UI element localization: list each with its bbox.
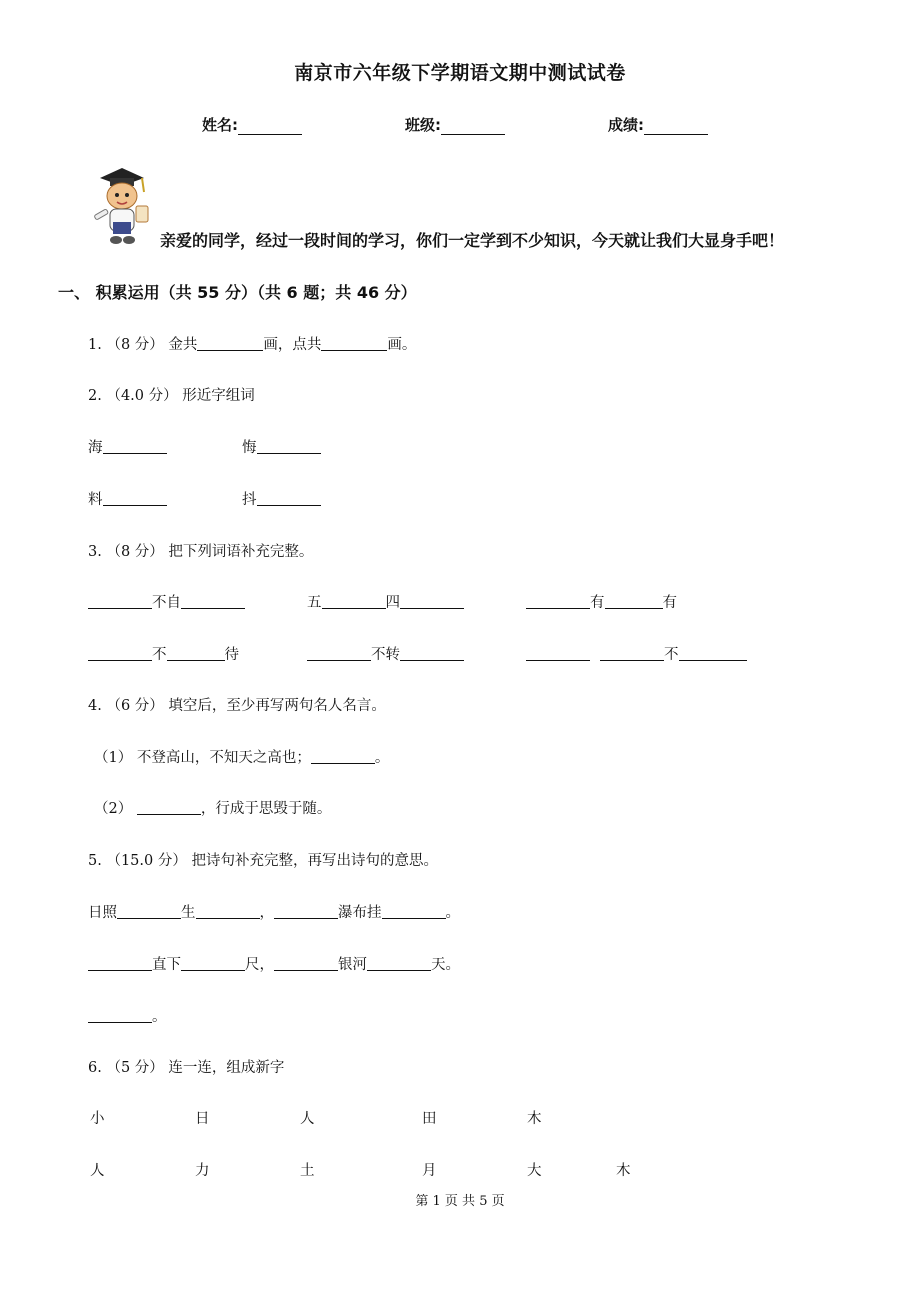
answer-blank[interactable] xyxy=(526,593,590,609)
q3-idiom xyxy=(307,643,464,664)
name-label: 姓名: xyxy=(202,116,238,134)
q2-item xyxy=(88,436,167,457)
class-field xyxy=(405,114,505,135)
q5-text: ， xyxy=(259,905,274,921)
class-blank xyxy=(441,118,505,135)
q5-text: 。 xyxy=(152,1009,167,1025)
q5-text: 。 xyxy=(445,905,460,921)
q6-char[interactable]: 力 xyxy=(195,1163,210,1179)
answer-blank[interactable] xyxy=(600,645,664,661)
answer-blank[interactable] xyxy=(197,335,263,351)
question-4: 4. （6 分） 填空后，至少再写两句名人名言。 xyxy=(88,698,386,714)
answer-blank[interactable] xyxy=(181,593,245,609)
question-3: 3. （8 分） 把下列词语补充完整。 xyxy=(88,544,314,560)
q5-text: 瀑布挂 xyxy=(338,905,382,921)
answer-blank[interactable] xyxy=(307,645,371,661)
q5-text: 尺， xyxy=(245,957,274,973)
answer-blank[interactable] xyxy=(167,645,225,661)
answer-blank[interactable] xyxy=(257,490,321,506)
question-1 xyxy=(88,333,416,354)
q4-text: ，行成于思毁于随。 xyxy=(200,801,332,817)
q2-char: 抖 xyxy=(242,492,257,508)
answer-blank[interactable] xyxy=(181,955,245,971)
answer-blank[interactable] xyxy=(196,903,260,919)
answer-blank[interactable] xyxy=(88,593,152,609)
q6-char[interactable]: 小 xyxy=(90,1111,105,1127)
q2-char: 料 xyxy=(88,492,103,508)
q6-char[interactable]: 田 xyxy=(422,1111,437,1127)
section-heading: 一、 积累运用（共 55 分）（共 6 题；共 46 分） xyxy=(58,283,417,302)
q3-idiom xyxy=(307,591,464,612)
answer-blank[interactable] xyxy=(137,799,201,815)
q5-line-3 xyxy=(88,1005,167,1026)
q2-item xyxy=(88,488,167,509)
answer-blank[interactable] xyxy=(88,955,152,971)
q3-text: 不自 xyxy=(152,595,181,611)
answer-blank[interactable] xyxy=(367,955,431,971)
page-title: 南京市六年级下学期语文期中测试试卷 xyxy=(294,62,626,84)
question-6: 6. （5 分） 连一连，组成新字 xyxy=(88,1060,285,1076)
q6-char[interactable]: 木 xyxy=(527,1111,542,1127)
name-blank xyxy=(238,118,302,135)
q3-text: 有 xyxy=(662,595,677,611)
q5-text: 银河 xyxy=(338,957,367,973)
q4-line-1 xyxy=(94,746,389,767)
question-2: 2. （4.0 分） 形近字组词 xyxy=(88,388,255,404)
score-label: 成绩: xyxy=(608,116,644,134)
class-label: 班级: xyxy=(405,116,441,134)
q1-text: 1. （8 分） 金共 xyxy=(88,337,198,353)
q6-char[interactable]: 大 xyxy=(527,1163,542,1179)
q4-text: （1） 不登高山，不知天之高也； xyxy=(94,750,311,766)
q5-text: 日照 xyxy=(88,905,117,921)
q2-item xyxy=(242,436,321,457)
answer-blank[interactable] xyxy=(274,955,338,971)
q4-text: （2） xyxy=(94,801,137,817)
q3-text: 四 xyxy=(385,595,400,611)
q4-line-2 xyxy=(94,797,331,818)
answer-blank[interactable] xyxy=(322,593,386,609)
score-field xyxy=(608,114,708,135)
q6-char[interactable]: 人 xyxy=(90,1163,105,1179)
q1-tail: 画。 xyxy=(387,337,417,353)
answer-blank[interactable] xyxy=(679,645,747,661)
q6-char[interactable]: 人 xyxy=(300,1111,315,1127)
page-footer: 第 1 页 共 5 页 xyxy=(415,1194,505,1209)
answer-blank[interactable] xyxy=(605,593,663,609)
q3-text: 待 xyxy=(224,647,239,663)
q5-line-1 xyxy=(88,901,460,922)
answer-blank[interactable] xyxy=(103,490,167,506)
score-blank xyxy=(644,118,708,135)
q3-idiom xyxy=(526,591,677,612)
name-field xyxy=(202,114,302,135)
q2-char: 海 xyxy=(88,440,103,456)
q5-text: 直下 xyxy=(152,957,181,973)
greeting-text: 亲爱的同学，经过一段时间的学习，你们一定学到不少知识，今天就让我们大显身手吧！ xyxy=(160,231,785,250)
q3-text: 有 xyxy=(590,595,605,611)
q3-idiom xyxy=(88,591,245,612)
q3-text: 不转 xyxy=(371,647,400,663)
q3-idiom xyxy=(526,643,747,664)
q3-text: 不 xyxy=(152,647,167,663)
q5-text: 天。 xyxy=(431,957,460,973)
q3-text: 不 xyxy=(664,647,679,663)
answer-blank[interactable] xyxy=(311,748,375,764)
student-mascot-icon xyxy=(86,164,154,248)
answer-blank[interactable] xyxy=(321,335,387,351)
q6-char[interactable]: 土 xyxy=(300,1163,315,1179)
q3-text: 五 xyxy=(307,595,322,611)
answer-blank[interactable] xyxy=(117,903,181,919)
answer-blank[interactable] xyxy=(274,903,338,919)
answer-blank[interactable] xyxy=(88,1007,152,1023)
answer-blank[interactable] xyxy=(400,645,464,661)
q5-line-2 xyxy=(88,953,460,974)
answer-blank[interactable] xyxy=(88,645,152,661)
answer-blank[interactable] xyxy=(526,645,590,661)
answer-blank[interactable] xyxy=(382,903,446,919)
answer-blank[interactable] xyxy=(257,438,321,454)
q1-mid: 画，点共 xyxy=(263,337,322,353)
q5-text: 生 xyxy=(181,905,196,921)
q6-char[interactable]: 日 xyxy=(195,1111,210,1127)
q3-idiom xyxy=(88,643,239,664)
answer-blank[interactable] xyxy=(103,438,167,454)
question-5: 5. （15.0 分） 把诗句补充完整，再写出诗句的意思。 xyxy=(88,853,438,869)
answer-blank[interactable] xyxy=(400,593,464,609)
q4-text: 。 xyxy=(374,750,390,766)
q2-item xyxy=(242,488,321,509)
q6-char[interactable]: 月 xyxy=(422,1163,437,1179)
q6-char[interactable]: 木 xyxy=(616,1163,631,1179)
q2-char: 悔 xyxy=(242,440,257,456)
